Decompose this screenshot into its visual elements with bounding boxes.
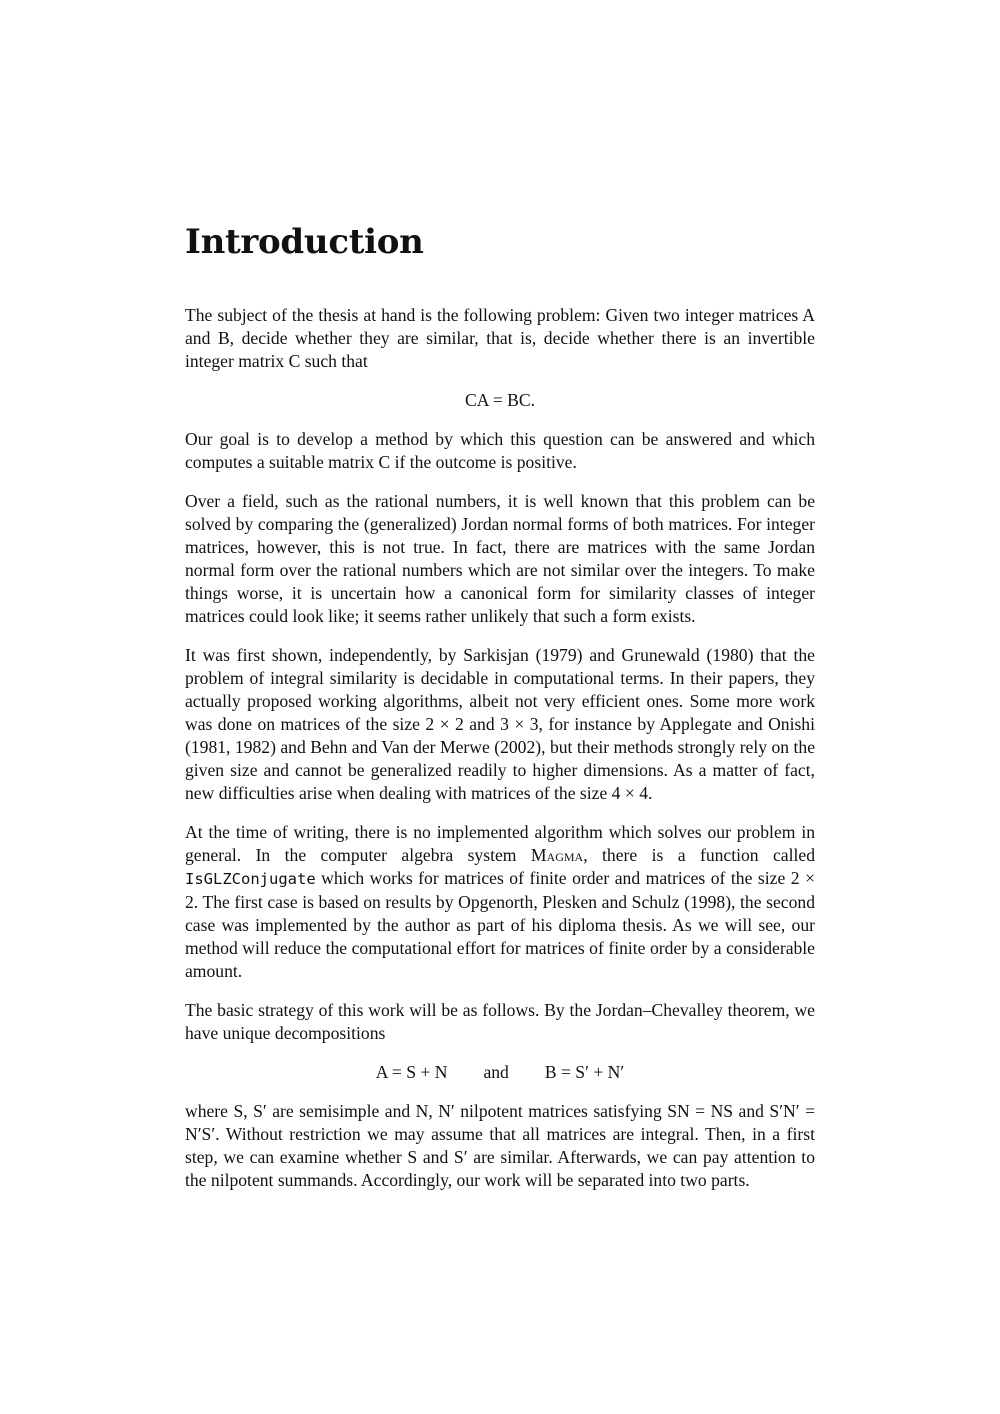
decomposition-and: and [483,1062,509,1082]
function-name-code: IsGLZConjugate [185,870,316,888]
chapter-body [185,304,815,1208]
decomposition-a: A = S + N [375,1062,448,1082]
implementations-text-3: which works for matrices of finite order and matrices of the size 2 × 2. The first case is based on results by Opgenorth, Plesken and Schulz (1998), the second case was implemented by the author as part of his diploma thesis. As we will see, our method will reduce the computational effort for matrices of finite order by a considerable amount. [185,868,815,981]
paragraph-history: It was first shown, independently, by Sarkisjan (1979) and Grunewald (1980) that the problem of integral similarity is decidable in computational terms. In their papers, they actually proposed working algorithms, albeit not very efficient ones. Some more work was done on matrices of the size 2 × 2 and 3 × 3, for instance by Applegate and Onishi (1981, 1982) and Behn and Van der Merwe (2002), but their methods strongly rely on the given size and cannot be generalized readily to higher dimensions. As a matter of fact, new difficulties arise when dealing with matrices of the size 4 × 4. [185,645,815,803]
implementations-text-2: , there is a function called [583,845,816,865]
paragraph-goal: Our goal is to develop a method by which this question can be answered and which computes a suitable matrix C if the outcome is positive. [185,429,815,472]
chapter-title: Introduction [185,222,424,262]
equation-similarity: CA = BC. [464,390,536,410]
paragraph-implementations [185,821,815,983]
paragraph-field-case: Over a field, such as the rational numbers, it is well known that this problem can be solved by comparing the (generalized) Jordan normal forms of both matrices. For integer matrices, however, this is not true. In fact, there are matrices with the same Jordan normal form over the rational numbers which are not similar over the integers. To make things worse, it is uncertain how a canonical form for similarity classes of integer matrices could look like; it seems rather unlikely that such a form exists. [185,491,815,626]
paragraph-problem-statement: The subject of the thesis at hand is the following problem: Given two integer matrices A and B, decide whether they are similar, that is, decide whether there is an invertible integer matrix C such that [185,305,815,371]
paragraph-strategy: The basic strategy of this work will be as follows. By the Jordan–Chevalley theorem, we have unique decompositions [185,1000,815,1043]
equation-decompositions [185,1061,815,1084]
decomposition-b: B = S′ + N′ [544,1062,625,1082]
magma-name: Magma [530,845,584,865]
implementations-text-1: At the time of writing, there is no implemented algorithm which solves our problem in general. In the computer algebra system [185,822,815,865]
paragraph-outline: where S, S′ are semisimple and N, N′ nilpotent matrices satisfying SN = NS and S′N′ = N′S′. Without restriction we may assume that all matrices are integral. Then, in a first step, we can examine whether S and S′ are similar. Afterwards, we can pay attention to the nilpotent summands. Accordingly, our work will be separated into two parts. [185,1101,815,1190]
